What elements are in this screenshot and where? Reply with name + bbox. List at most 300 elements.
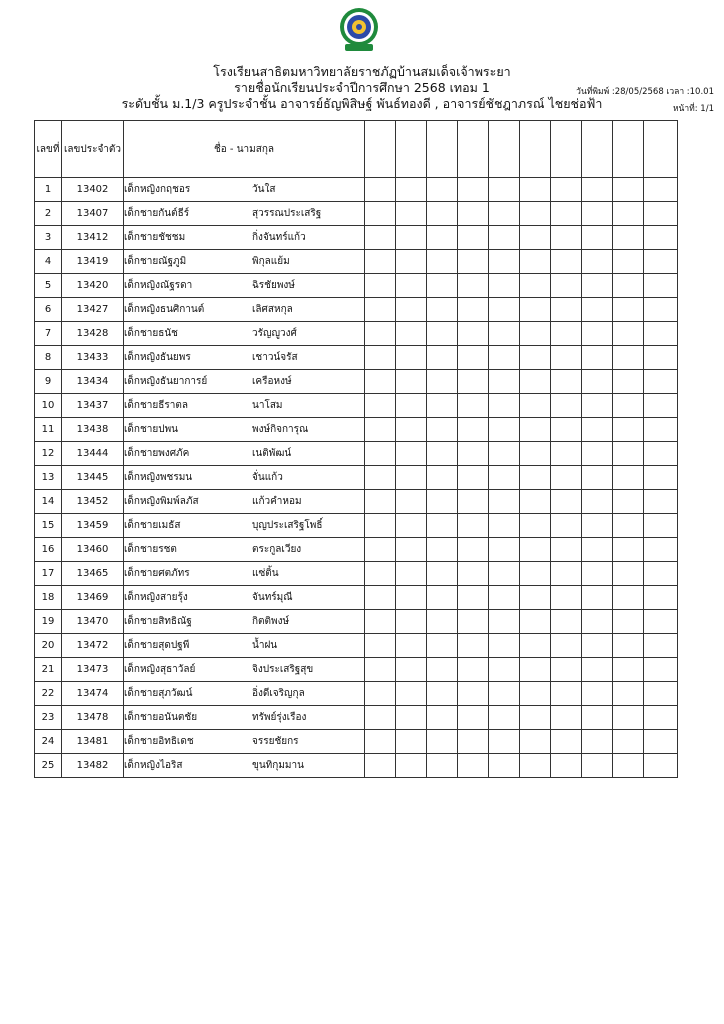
blank-column-header: [520, 121, 551, 178]
blank-cell: [551, 178, 582, 202]
student-number-cell: 1: [35, 178, 62, 202]
student-first-name: เด็กชายอนันตชัย: [124, 712, 198, 723]
blank-cell: [365, 754, 396, 778]
blank-cell: [520, 250, 551, 274]
student-name-cell: [124, 562, 365, 586]
student-first-name: เด็กหญิงธันยพร: [124, 352, 191, 363]
table-row: [35, 610, 678, 634]
student-name-cell: [124, 466, 365, 490]
blank-cell: [613, 610, 644, 634]
blank-cell: [520, 682, 551, 706]
blank-cell: [551, 274, 582, 298]
blank-cell: [644, 394, 678, 418]
student-id-cell: 13469: [62, 586, 124, 610]
column-header-student-id: เลขประจำตัว: [62, 121, 124, 178]
student-id-cell: 13470: [62, 610, 124, 634]
table-row: [35, 418, 678, 442]
student-id-cell: 13402: [62, 178, 124, 202]
blank-cell: [396, 442, 427, 466]
blank-cell: [489, 442, 520, 466]
student-id-cell: 13428: [62, 322, 124, 346]
blank-cell: [551, 634, 582, 658]
blank-cell: [551, 298, 582, 322]
student-id-cell: 13482: [62, 754, 124, 778]
student-id-cell: 13472: [62, 634, 124, 658]
blank-cell: [489, 754, 520, 778]
blank-cell: [427, 490, 458, 514]
blank-cell: [551, 682, 582, 706]
table-row: [35, 514, 678, 538]
blank-cell: [551, 442, 582, 466]
table-row: [35, 490, 678, 514]
student-id-cell: 13478: [62, 706, 124, 730]
blank-cell: [582, 274, 613, 298]
student-name-cell: [124, 298, 365, 322]
blank-cell: [489, 490, 520, 514]
blank-cell: [613, 706, 644, 730]
student-name-cell: [124, 370, 365, 394]
blank-cell: [613, 562, 644, 586]
blank-cell: [613, 754, 644, 778]
blank-cell: [582, 586, 613, 610]
blank-cell: [427, 250, 458, 274]
blank-cell: [458, 562, 489, 586]
blank-column-header: [396, 121, 427, 178]
student-surname: จรรยชัยกร: [252, 736, 299, 747]
blank-cell: [396, 562, 427, 586]
student-id-cell: 13427: [62, 298, 124, 322]
blank-cell: [458, 586, 489, 610]
student-surname: พิกุลแย้ม: [252, 256, 290, 267]
student-number-cell: 10: [35, 394, 62, 418]
blank-cell: [582, 322, 613, 346]
student-first-name: เด็กหญิงไอริส: [124, 760, 183, 771]
table-row: [35, 658, 678, 682]
blank-cell: [396, 538, 427, 562]
blank-cell: [489, 322, 520, 346]
blank-cell: [644, 682, 678, 706]
blank-cell: [551, 658, 582, 682]
student-surname: พงษ์กิจการุณ: [252, 424, 309, 435]
blank-cell: [613, 442, 644, 466]
blank-cell: [489, 610, 520, 634]
blank-cell: [427, 562, 458, 586]
blank-cell: [365, 298, 396, 322]
blank-cell: [396, 754, 427, 778]
blank-cell: [551, 538, 582, 562]
column-header-name: ชื่อ - นามสกุล: [124, 121, 365, 178]
blank-cell: [458, 442, 489, 466]
table-row: [35, 442, 678, 466]
blank-cell: [582, 754, 613, 778]
blank-cell: [551, 322, 582, 346]
blank-cell: [458, 322, 489, 346]
blank-cell: [551, 706, 582, 730]
blank-cell: [365, 562, 396, 586]
blank-cell: [365, 322, 396, 346]
blank-cell: [582, 490, 613, 514]
student-first-name: เด็กชายอิทธิเดช: [124, 736, 194, 747]
student-first-name: เด็กหญิงธนศิกานต์: [124, 304, 205, 315]
blank-cell: [582, 634, 613, 658]
blank-cell: [458, 538, 489, 562]
blank-cell: [458, 514, 489, 538]
blank-cell: [365, 730, 396, 754]
blank-cell: [396, 706, 427, 730]
student-number-cell: 4: [35, 250, 62, 274]
student-first-name: เด็กหญิงกฤชอร: [124, 184, 191, 195]
column-header-number: เลขที่: [35, 121, 62, 178]
table-row: [35, 466, 678, 490]
blank-cell: [427, 178, 458, 202]
student-surname: เนติพัฒน์: [252, 448, 292, 459]
blank-cell: [396, 394, 427, 418]
blank-cell: [427, 346, 458, 370]
blank-cell: [489, 538, 520, 562]
blank-cell: [613, 346, 644, 370]
blank-cell: [458, 754, 489, 778]
blank-column-header: [458, 121, 489, 178]
student-name-cell: [124, 754, 365, 778]
student-id-cell: 13437: [62, 394, 124, 418]
table-row: [35, 730, 678, 754]
blank-cell: [551, 394, 582, 418]
table-row: [35, 178, 678, 202]
blank-cell: [489, 250, 520, 274]
student-id-cell: 13433: [62, 346, 124, 370]
student-number-cell: 7: [35, 322, 62, 346]
blank-cell: [613, 394, 644, 418]
blank-cell: [551, 226, 582, 250]
blank-cell: [551, 418, 582, 442]
blank-cell: [489, 274, 520, 298]
blank-cell: [458, 658, 489, 682]
student-surname: ขุนทิกุมมาน: [252, 760, 304, 771]
blank-cell: [644, 490, 678, 514]
student-surname: วรัญญูวงศ์: [252, 328, 297, 339]
student-surname: แก้วคำหอม: [252, 496, 302, 507]
student-surname: อิ่งดีเจริญกุล: [252, 688, 305, 699]
blank-cell: [644, 610, 678, 634]
blank-cell: [489, 706, 520, 730]
blank-cell: [489, 202, 520, 226]
blank-column-header: [365, 121, 396, 178]
blank-cell: [427, 730, 458, 754]
student-name-cell: [124, 226, 365, 250]
blank-cell: [489, 682, 520, 706]
student-name-cell: [124, 706, 365, 730]
student-surname: เครือหงษ์: [252, 376, 292, 387]
blank-cell: [520, 370, 551, 394]
blank-cell: [582, 442, 613, 466]
blank-cell: [489, 298, 520, 322]
blank-cell: [458, 490, 489, 514]
blank-cell: [551, 466, 582, 490]
student-number-cell: 24: [35, 730, 62, 754]
blank-cell: [427, 274, 458, 298]
student-surname: ทรัพย์รุ่งเรือง: [252, 712, 307, 723]
blank-cell: [644, 658, 678, 682]
blank-cell: [489, 634, 520, 658]
blank-cell: [520, 514, 551, 538]
blank-cell: [613, 226, 644, 250]
blank-cell: [396, 418, 427, 442]
blank-cell: [582, 466, 613, 490]
blank-cell: [396, 178, 427, 202]
blank-cell: [458, 250, 489, 274]
blank-column-header: [613, 121, 644, 178]
student-number-cell: 3: [35, 226, 62, 250]
student-first-name: เด็กชายณัฐภูมิ: [124, 256, 187, 267]
blank-cell: [644, 634, 678, 658]
blank-cell: [520, 562, 551, 586]
blank-cell: [613, 202, 644, 226]
student-id-cell: 13459: [62, 514, 124, 538]
student-surname: เลิศสหกุล: [252, 304, 293, 315]
blank-cell: [458, 274, 489, 298]
student-number-cell: 13: [35, 466, 62, 490]
blank-cell: [551, 370, 582, 394]
student-id-cell: 13407: [62, 202, 124, 226]
blank-cell: [582, 514, 613, 538]
school-logo: [337, 6, 381, 52]
blank-cell: [644, 514, 678, 538]
blank-cell: [458, 226, 489, 250]
student-id-cell: 13444: [62, 442, 124, 466]
student-number-cell: 17: [35, 562, 62, 586]
table-row: [35, 562, 678, 586]
blank-cell: [613, 514, 644, 538]
table-row: [35, 706, 678, 730]
student-first-name: เด็กชายสุดปฐพี: [124, 640, 190, 651]
blank-cell: [396, 298, 427, 322]
blank-cell: [365, 394, 396, 418]
blank-cell: [396, 586, 427, 610]
blank-cell: [520, 754, 551, 778]
blank-cell: [365, 178, 396, 202]
student-id-cell: 13419: [62, 250, 124, 274]
blank-cell: [520, 610, 551, 634]
table-row: [35, 394, 678, 418]
student-surname: กิ่งจันทร์แก้ว: [252, 232, 306, 243]
blank-cell: [520, 634, 551, 658]
table-row: [35, 538, 678, 562]
blank-cell: [644, 562, 678, 586]
student-first-name: เด็กหญิงสายรุ้ง: [124, 592, 188, 603]
blank-cell: [520, 274, 551, 298]
blank-cell: [396, 682, 427, 706]
blank-cell: [458, 298, 489, 322]
table-row: [35, 370, 678, 394]
student-id-cell: 13474: [62, 682, 124, 706]
blank-cell: [365, 370, 396, 394]
student-first-name: เด็กหญิงพชรมน: [124, 472, 193, 483]
blank-cell: [396, 634, 427, 658]
blank-cell: [427, 202, 458, 226]
blank-cell: [582, 610, 613, 634]
student-first-name: เด็กชายชัชชม: [124, 232, 186, 243]
blank-cell: [551, 514, 582, 538]
blank-cell: [520, 322, 551, 346]
student-first-name: เด็กชายธีราตล: [124, 400, 188, 411]
blank-cell: [427, 682, 458, 706]
student-number-cell: 12: [35, 442, 62, 466]
blank-cell: [551, 490, 582, 514]
blank-cell: [644, 322, 678, 346]
blank-cell: [458, 370, 489, 394]
blank-cell: [427, 442, 458, 466]
student-name-cell: [124, 346, 365, 370]
class-info: ระดับชั้น ม.1/3 ครูประจำชั้น อาจารย์ธัญพิสิษฐ์ พันธ์ทองดี , อาจารย์ชัชฎาภรณ์ ไชยช่อฟ้า: [121, 96, 603, 111]
blank-cell: [613, 466, 644, 490]
blank-cell: [520, 658, 551, 682]
blank-cell: [489, 178, 520, 202]
blank-cell: [365, 226, 396, 250]
student-number-cell: 19: [35, 610, 62, 634]
blank-cell: [582, 346, 613, 370]
blank-cell: [613, 370, 644, 394]
blank-cell: [489, 226, 520, 250]
blank-cell: [427, 514, 458, 538]
blank-cell: [551, 346, 582, 370]
student-id-cell: 13438: [62, 418, 124, 442]
student-number-cell: 9: [35, 370, 62, 394]
blank-column-header: [427, 121, 458, 178]
student-name-cell: [124, 394, 365, 418]
blank-cell: [427, 466, 458, 490]
table-row: [35, 202, 678, 226]
blank-cell: [644, 178, 678, 202]
blank-cell: [365, 706, 396, 730]
blank-cell: [520, 178, 551, 202]
blank-cell: [489, 394, 520, 418]
blank-cell: [365, 586, 396, 610]
student-id-cell: 13481: [62, 730, 124, 754]
student-number-cell: 14: [35, 490, 62, 514]
blank-cell: [489, 466, 520, 490]
student-surname: กิตติพงษ์: [252, 616, 290, 627]
blank-cell: [520, 730, 551, 754]
blank-cell: [458, 202, 489, 226]
student-surname: สุวรรณประเสริฐ: [252, 208, 322, 219]
blank-cell: [365, 538, 396, 562]
blank-cell: [644, 466, 678, 490]
student-name-cell: [124, 634, 365, 658]
blank-cell: [427, 754, 458, 778]
blank-cell: [551, 586, 582, 610]
blank-column-header: [489, 121, 520, 178]
blank-cell: [489, 586, 520, 610]
blank-cell: [582, 706, 613, 730]
blank-cell: [427, 394, 458, 418]
table-row: [35, 226, 678, 250]
blank-cell: [644, 706, 678, 730]
student-name-cell: [124, 418, 365, 442]
student-surname: จันทร์มุณี: [252, 592, 293, 603]
blank-cell: [365, 610, 396, 634]
blank-cell: [520, 418, 551, 442]
student-surname: แซ่ติ้น: [252, 568, 279, 579]
blank-cell: [427, 298, 458, 322]
student-surname: นาโสม: [252, 400, 283, 411]
student-surname: บุญประเสริฐโพธิ์: [252, 520, 323, 531]
student-name-cell: [124, 442, 365, 466]
blank-cell: [489, 346, 520, 370]
table-row: [35, 586, 678, 610]
table-header-row: [35, 121, 678, 178]
student-first-name: เด็กชายเมธัส: [124, 520, 181, 531]
blank-cell: [613, 730, 644, 754]
blank-cell: [489, 514, 520, 538]
student-first-name: เด็กชายปพน: [124, 424, 179, 435]
student-surname: วันใส: [252, 184, 276, 195]
student-first-name: เด็กชายสิทธิณัฐ: [124, 616, 192, 627]
student-id-cell: 13473: [62, 658, 124, 682]
blank-cell: [396, 226, 427, 250]
blank-cell: [582, 538, 613, 562]
student-number-cell: 11: [35, 418, 62, 442]
student-first-name: เด็กชายกันต์ธีร์: [124, 208, 190, 219]
blank-cell: [396, 466, 427, 490]
table-row: [35, 322, 678, 346]
student-number-cell: 23: [35, 706, 62, 730]
blank-cell: [613, 178, 644, 202]
blank-cell: [613, 322, 644, 346]
blank-cell: [520, 538, 551, 562]
blank-cell: [458, 178, 489, 202]
blank-cell: [582, 682, 613, 706]
student-number-cell: 15: [35, 514, 62, 538]
student-number-cell: 2: [35, 202, 62, 226]
blank-cell: [582, 250, 613, 274]
blank-cell: [365, 682, 396, 706]
blank-cell: [551, 562, 582, 586]
blank-cell: [520, 394, 551, 418]
blank-cell: [396, 514, 427, 538]
student-first-name: เด็กชายธนัช: [124, 328, 178, 339]
student-name-cell: [124, 658, 365, 682]
student-number-cell: 8: [35, 346, 62, 370]
blank-cell: [365, 634, 396, 658]
blank-cell: [427, 226, 458, 250]
student-surname: ตระกูลเวียง: [252, 544, 302, 555]
table-row: [35, 634, 678, 658]
blank-cell: [427, 634, 458, 658]
table-row: [35, 346, 678, 370]
student-id-cell: 13445: [62, 466, 124, 490]
blank-cell: [520, 298, 551, 322]
student-surname: ฉิรชัยพงษ์: [252, 280, 295, 291]
blank-cell: [458, 634, 489, 658]
blank-cell: [458, 730, 489, 754]
blank-cell: [644, 226, 678, 250]
student-number-cell: 20: [35, 634, 62, 658]
blank-cell: [365, 490, 396, 514]
page-number: หน้าที่: 1/1: [672, 104, 714, 114]
blank-cell: [427, 586, 458, 610]
blank-cell: [396, 658, 427, 682]
table-row: [35, 298, 678, 322]
blank-cell: [396, 730, 427, 754]
table-row: [35, 250, 678, 274]
table-row: [35, 274, 678, 298]
blank-cell: [365, 418, 396, 442]
blank-cell: [551, 250, 582, 274]
blank-cell: [613, 538, 644, 562]
student-number-cell: 6: [35, 298, 62, 322]
student-id-cell: 13420: [62, 274, 124, 298]
blank-cell: [458, 610, 489, 634]
